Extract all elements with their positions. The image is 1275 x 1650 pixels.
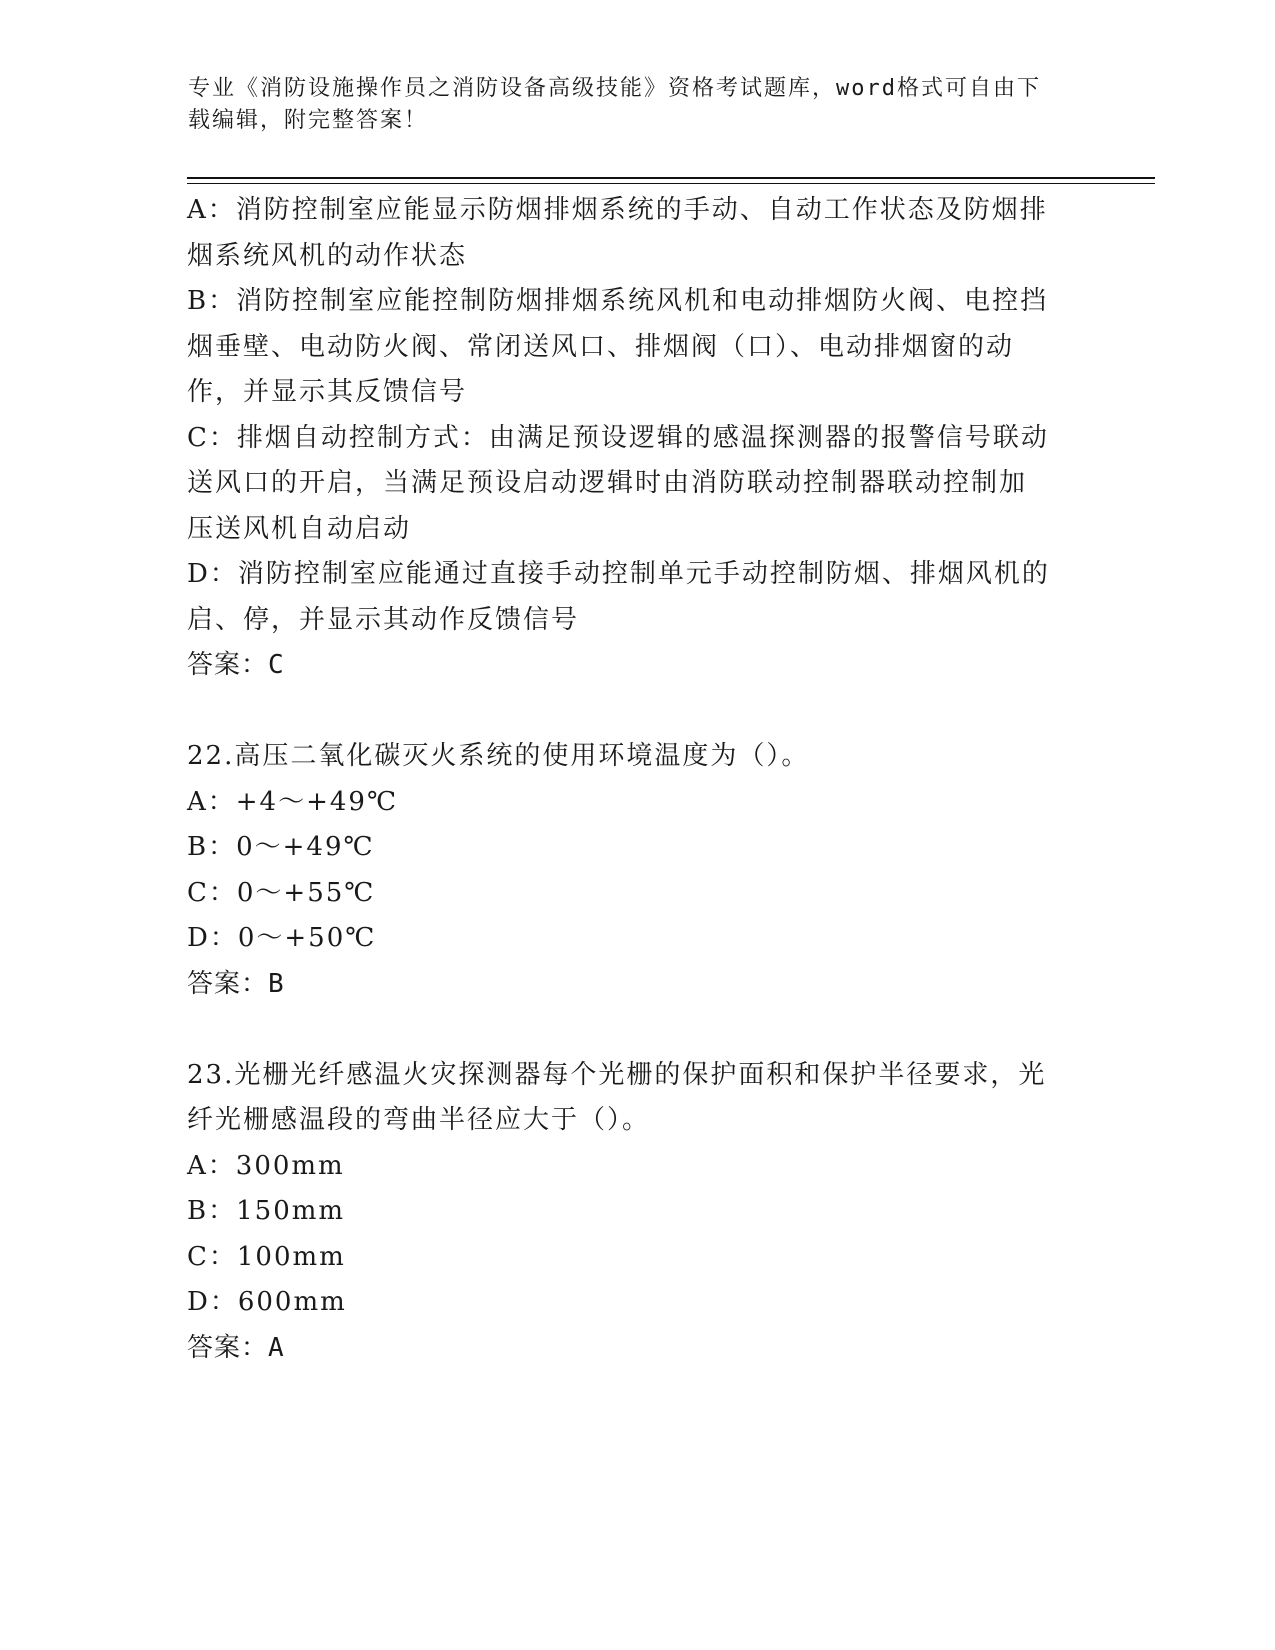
question-23 <box>187 1053 1087 1372</box>
option-b-line-1: B：消防控制室应能控制防烟排烟系统风机和电动排烟防火阀、电控挡 <box>187 286 1049 316</box>
question-22 <box>187 734 1087 1007</box>
option-c-line-2: 送风口的开启，当满足预设启动逻辑时由消防联动控制器联动控制加 <box>187 468 1028 498</box>
option-c-line-1: C：排烟自动控制方式：由满足预设逻辑的感温探测器的报警信号联动 <box>187 422 1049 453</box>
question-gap <box>187 689 1087 735</box>
question-stem-line-2: 纤光栅感温段的弯曲半径应大于（）。 <box>187 1105 651 1135</box>
option-c: C：0～+55℃ <box>187 877 376 908</box>
document-header <box>188 73 1068 137</box>
question-gap <box>187 1007 1087 1053</box>
option-b-line-2: 烟垂壁、电动防火阀、常闭送风口、排烟阀（口）、电动排烟窗的动 <box>187 331 1015 362</box>
option-c <box>187 416 1087 553</box>
question-21 <box>187 188 1087 689</box>
question-stem-line-1: 23.光栅光纤感温火灾探测器每个光栅的保护面积和保护半径要求，光 <box>187 1059 1047 1090</box>
answer: 答案：A <box>187 1332 285 1363</box>
option-a-line-1: A：消防控制室应能显示防烟排烟系统的手动、自动工作状态及防烟排 <box>187 195 1048 225</box>
option-b: B：0～+49℃ <box>187 832 375 862</box>
option-d-line-2: 启、停，并显示其动作反馈信号 <box>187 604 580 635</box>
answer: 答案：C <box>187 650 285 680</box>
question-body <box>187 188 1087 1371</box>
header-rule-thick <box>187 177 1155 179</box>
header-rule-thin <box>187 183 1155 184</box>
option-d <box>187 552 1087 643</box>
header-line-1: 专业《消防设施操作员之消防设备高级技能》资格考试题库，word格式可自由下 <box>188 76 1041 101</box>
header-line-2: 载编辑，附完整答案！ <box>188 108 429 133</box>
option-b <box>187 279 1087 416</box>
option-a <box>187 188 1087 279</box>
option-c: C：100mm <box>187 1241 346 1272</box>
option-d: D：600mm <box>187 1287 347 1317</box>
option-a: A：+4～+49℃ <box>187 786 399 817</box>
option-a-line-2: 烟系统风机的动作状态 <box>187 240 468 271</box>
option-d: D：0～+50℃ <box>187 923 377 953</box>
option-b-line-3: 作，并显示其反馈信号 <box>187 377 468 407</box>
option-a: A：300mm <box>187 1150 345 1181</box>
option-d-line-1: D：消防控制室应能通过直接手动控制单元手动控制防烟、排烟风机的 <box>187 559 1050 589</box>
option-b: B：150mm <box>187 1196 346 1226</box>
question-stem: 22.高压二氧化碳灭火系统的使用环境温度为（）。 <box>187 741 810 771</box>
option-c-line-3: 压送风机自动启动 <box>187 513 412 544</box>
answer: 答案：B <box>187 968 285 999</box>
